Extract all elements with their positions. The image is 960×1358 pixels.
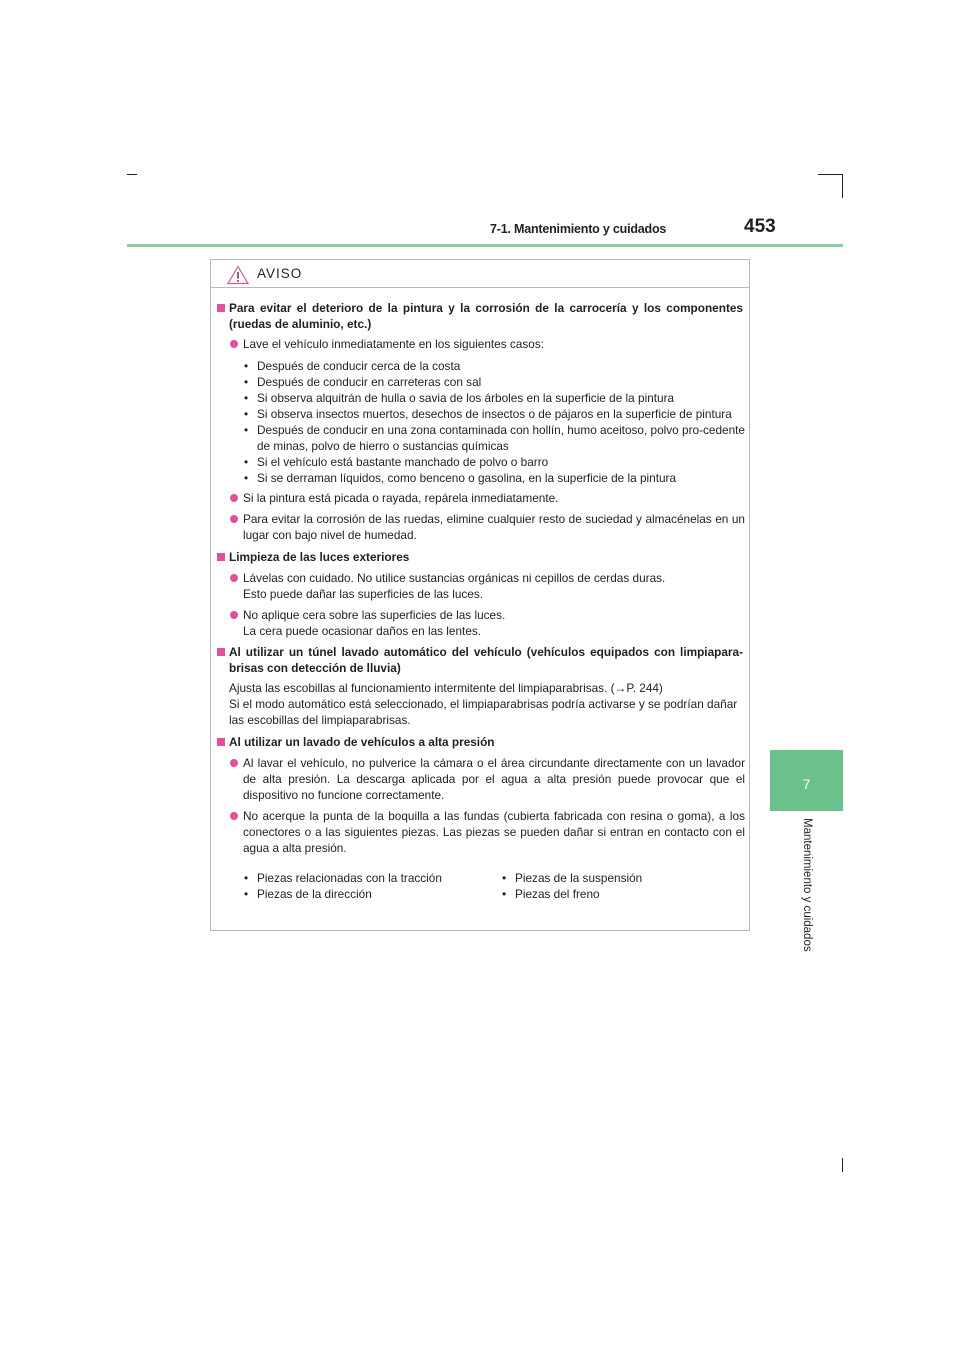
paragraph: Si el modo automático está seleccionado, el limpiaparabrisas podría activarse y se podrían dañar las escobillas del limpiaparabrisas. <box>229 697 738 727</box>
list-item: Al lavar el vehículo, no pulverice la cámara o el área circundante directamente con un lavador de alta presión. La descarga aplicada por el agua a alta presión puede provocar que el dispositivo no funcione correctamente. <box>211 755 751 803</box>
square-marker-icon <box>217 304 225 312</box>
paragraph: Ajusta las escobillas al funcionamiento intermitente del limpiaparabrisas. (→P. 244) <box>229 681 663 695</box>
list-item: Lávelas con cuidado. No utilice sustancias orgánicas ni cepillos de cerdas duras. Esto puede dañar las superficies de las luces. <box>211 570 751 602</box>
page-number: 453 <box>744 216 776 237</box>
crop-mark-top-right-h <box>818 174 843 175</box>
dot-marker-icon <box>230 494 238 502</box>
square-marker-icon <box>217 648 225 656</box>
section-heading: Para evitar el deterioro de la pintura y la corrosión de la carrocería y los componentes (ruedas de aluminio, etc.) <box>211 300 751 332</box>
chapter-label <box>797 818 817 978</box>
dot-marker-icon <box>230 515 238 523</box>
section-heading: Al utilizar un túnel lavado automático del vehículo (vehículos equipados con limpiapara-brisas con detección de lluvia) <box>211 644 751 676</box>
bullet-item: • Piezas relacionadas con la tracción <box>244 871 442 885</box>
list-item: Para evitar la corrosión de las ruedas, elimine cualquier resto de suciedad y almacénelas en un lugar con bajo nivel de humedad. <box>211 511 751 543</box>
dot-marker-icon <box>230 611 238 619</box>
bullet-item: • Si observa alquitrán de hulla o savia de los árboles en la superficie de la pintura <box>244 391 675 405</box>
bullet-item: • Piezas de la dirección <box>244 887 372 901</box>
dot-marker-icon <box>230 759 238 767</box>
section-heading: Al utilizar un lavado de vehículos a alta presión <box>211 734 751 750</box>
list-item: No aplique cera sobre las superficies de las luces. La cera puede ocasionar daños en las lentes. <box>211 607 751 639</box>
chapter-tab <box>770 750 843 811</box>
warning-triangle-icon <box>227 265 249 285</box>
dot-marker-icon <box>230 574 238 582</box>
parts-column-right <box>501 870 642 902</box>
parts-column-left <box>243 870 442 902</box>
warning-content <box>211 300 751 904</box>
section-title: 7-1. Mantenimiento y cuidados <box>490 222 667 236</box>
dot-marker-icon <box>230 340 238 348</box>
square-marker-icon <box>217 553 225 561</box>
bullet-item: • Después de conducir cerca de la costa <box>244 359 461 373</box>
list-item: Lave el vehículo inmediatamente en los siguientes casos: <box>211 336 751 352</box>
bullet-item: • Si observa insectos muertos, desechos de insectos o de pájaros en la superficie de pintura <box>244 407 732 421</box>
bullet-item: • Si el vehículo está bastante manchado de polvo o barro <box>244 455 549 469</box>
bullet-item: • Después de conducir en una zona contaminada con hollín, humo aceitoso, polvo pro-cedente de minas, polvo de hierro o sustancias químicas <box>244 423 745 453</box>
bullet-item: • Piezas de la suspensión <box>502 871 643 885</box>
parts-list <box>211 870 751 904</box>
bullet-item: • Piezas del freno <box>502 887 600 901</box>
list-item: No acerque la punta de la boquilla a las fundas (cubierta fabricada con resina o goma), a los conectores o a las siguientes piezas. Las piezas se pueden dañar si entran en contacto con el agua a alta presión. <box>211 808 751 856</box>
bullet-item: • Después de conducir en carreteras con sal <box>244 375 482 389</box>
chapter-number: 7 <box>802 776 811 792</box>
dot-marker-icon <box>230 812 238 820</box>
header-rule <box>127 244 843 247</box>
chapter-label-text: Mantenimiento y cuidados <box>801 818 813 952</box>
crop-mark-top-right-v <box>842 174 843 198</box>
crop-mark-bottom-right <box>842 1158 843 1172</box>
bullet-item: • Si se derraman líquidos, como benceno o gasolina, en la superficie de la pintura <box>244 471 677 485</box>
warning-title: AVISO <box>257 266 303 281</box>
warning-header <box>211 260 749 288</box>
crop-mark-top-left <box>127 174 137 175</box>
section-heading: Limpieza de las luces exteriores <box>211 549 751 565</box>
warning-box <box>210 259 750 931</box>
square-marker-icon <box>217 738 225 746</box>
list-item: Si la pintura está picada o rayada, repárela inmediatamente. <box>211 490 751 506</box>
